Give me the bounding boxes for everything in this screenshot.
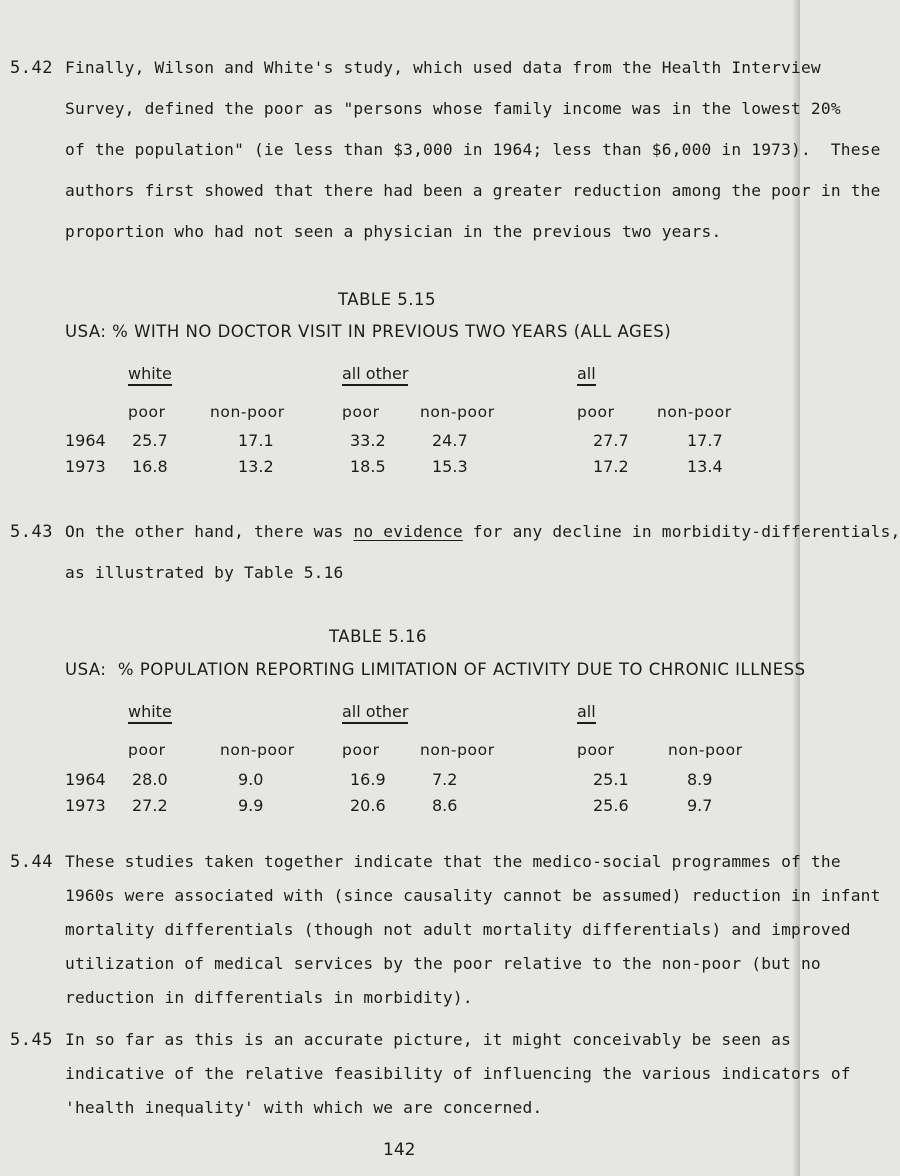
table-cell: 7.2: [432, 770, 458, 789]
paragraph-text: for any decline in morbidity-differentials,: [462, 522, 900, 541]
paragraph-line: These studies taken together indicate that the medico-social programmes of the: [65, 852, 841, 871]
table-cell: 8.9: [687, 770, 713, 789]
page-number: 142: [383, 1140, 416, 1160]
table-cell: 17.2: [593, 457, 629, 476]
paragraph-line: Finally, Wilson and White's study, which used data from the Health Interview: [65, 58, 821, 77]
table-column-header: non-poor: [657, 403, 732, 421]
paragraph-line: utilization of medical services by the poor relative to the non-poor (but no: [65, 954, 821, 973]
table-cell: 28.0: [132, 770, 168, 789]
table-column-header: non-poor: [220, 741, 295, 759]
table-row-year: 1973: [65, 796, 106, 815]
paragraph-number: 5.45: [10, 1030, 53, 1050]
table-cell: 25.6: [593, 796, 629, 815]
table-cell: 16.9: [350, 770, 386, 789]
table-cell: 15.3: [432, 457, 468, 476]
table-cell: 13.4: [687, 457, 723, 476]
paragraph-line: 1960s were associated with (since causality cannot be assumed) reduction in infant: [65, 886, 881, 905]
paragraph-line: indicative of the relative feasibility of influencing the various indicators of: [65, 1064, 851, 1083]
paragraph-line: Survey, defined the poor as "persons whose family income was in the lowest 20%: [65, 99, 841, 118]
table-column-header: non-poor: [420, 741, 495, 759]
table-column-header: poor: [128, 741, 166, 759]
table-cell: 27.2: [132, 796, 168, 815]
table-cell: 18.5: [350, 457, 386, 476]
table-caption: USA: % WITH NO DOCTOR VISIT IN PREVIOUS TWO YEARS (ALL AGES): [65, 322, 672, 341]
table-cell: 27.7: [593, 431, 629, 450]
table-column-header: non-poor: [420, 403, 495, 421]
table-row-year: 1964: [65, 770, 106, 789]
table-cell: 13.2: [238, 457, 274, 476]
paragraph-text: On the other hand, there was: [65, 522, 354, 541]
table-group-header: all: [577, 703, 596, 724]
table-column-header: poor: [342, 741, 380, 759]
paragraph-line: reduction in differentials in morbidity).: [65, 988, 473, 1007]
paragraph-line: of the population" (ie less than $3,000 in 1964; less than $6,000 in 1973). These: [65, 140, 881, 159]
table-group-header: all: [577, 365, 596, 386]
table-cell: 17.1: [238, 431, 274, 450]
table-cell: 20.6: [350, 796, 386, 815]
table-cell: 9.7: [687, 796, 713, 815]
table-column-header: non-poor: [668, 741, 743, 759]
table-label: TABLE 5.15: [338, 290, 437, 309]
table-column-header: poor: [128, 403, 166, 421]
table-column-header: non-poor: [210, 403, 285, 421]
paragraph-number: 5.42: [10, 58, 53, 78]
table-row-year: 1973: [65, 457, 106, 476]
underlined-emphasis: no evidence: [353, 522, 463, 541]
table-label: TABLE 5.16: [329, 627, 428, 646]
page-edge-shadow: [792, 0, 800, 1176]
table-group-header: all other: [342, 703, 408, 724]
table-cell: 17.7: [687, 431, 723, 450]
paragraph-number: 5.43: [10, 522, 53, 542]
paragraph-line: [65, 522, 900, 541]
table-cell: 8.6: [432, 796, 458, 815]
paragraph-line: authors first showed that there had been a greater reduction among the poor in the: [65, 181, 881, 200]
table-cell: 16.8: [132, 457, 168, 476]
table-group-header: all other: [342, 365, 408, 386]
table-cell: 33.2: [350, 431, 386, 450]
paragraph-line: proportion who had not seen a physician in the previous two years.: [65, 222, 722, 241]
table-cell: 9.9: [238, 796, 264, 815]
table-cell: 9.0: [238, 770, 264, 789]
table-row-year: 1964: [65, 431, 106, 450]
paragraph-line: mortality differentials (though not adult mortality differentials) and improved: [65, 920, 851, 939]
table-column-header: poor: [577, 403, 615, 421]
table-group-header: white: [128, 703, 172, 724]
paragraph-line: as illustrated by Table 5.16: [65, 563, 344, 582]
table-cell: 24.7: [432, 431, 468, 450]
table-group-header: white: [128, 365, 172, 386]
table-cell: 25.7: [132, 431, 168, 450]
table-column-header: poor: [342, 403, 380, 421]
table-column-header: poor: [577, 741, 615, 759]
paragraph-number: 5.44: [10, 852, 53, 872]
paragraph-line: In so far as this is an accurate picture, it might conceivably be seen as: [65, 1030, 792, 1049]
paragraph-line: 'health inequality' with which we are concerned.: [65, 1098, 543, 1117]
table-caption: USA: % POPULATION REPORTING LIMITATION OF ACTIVITY DUE TO CHRONIC ILLNESS: [65, 660, 806, 679]
table-cell: 25.1: [593, 770, 629, 789]
